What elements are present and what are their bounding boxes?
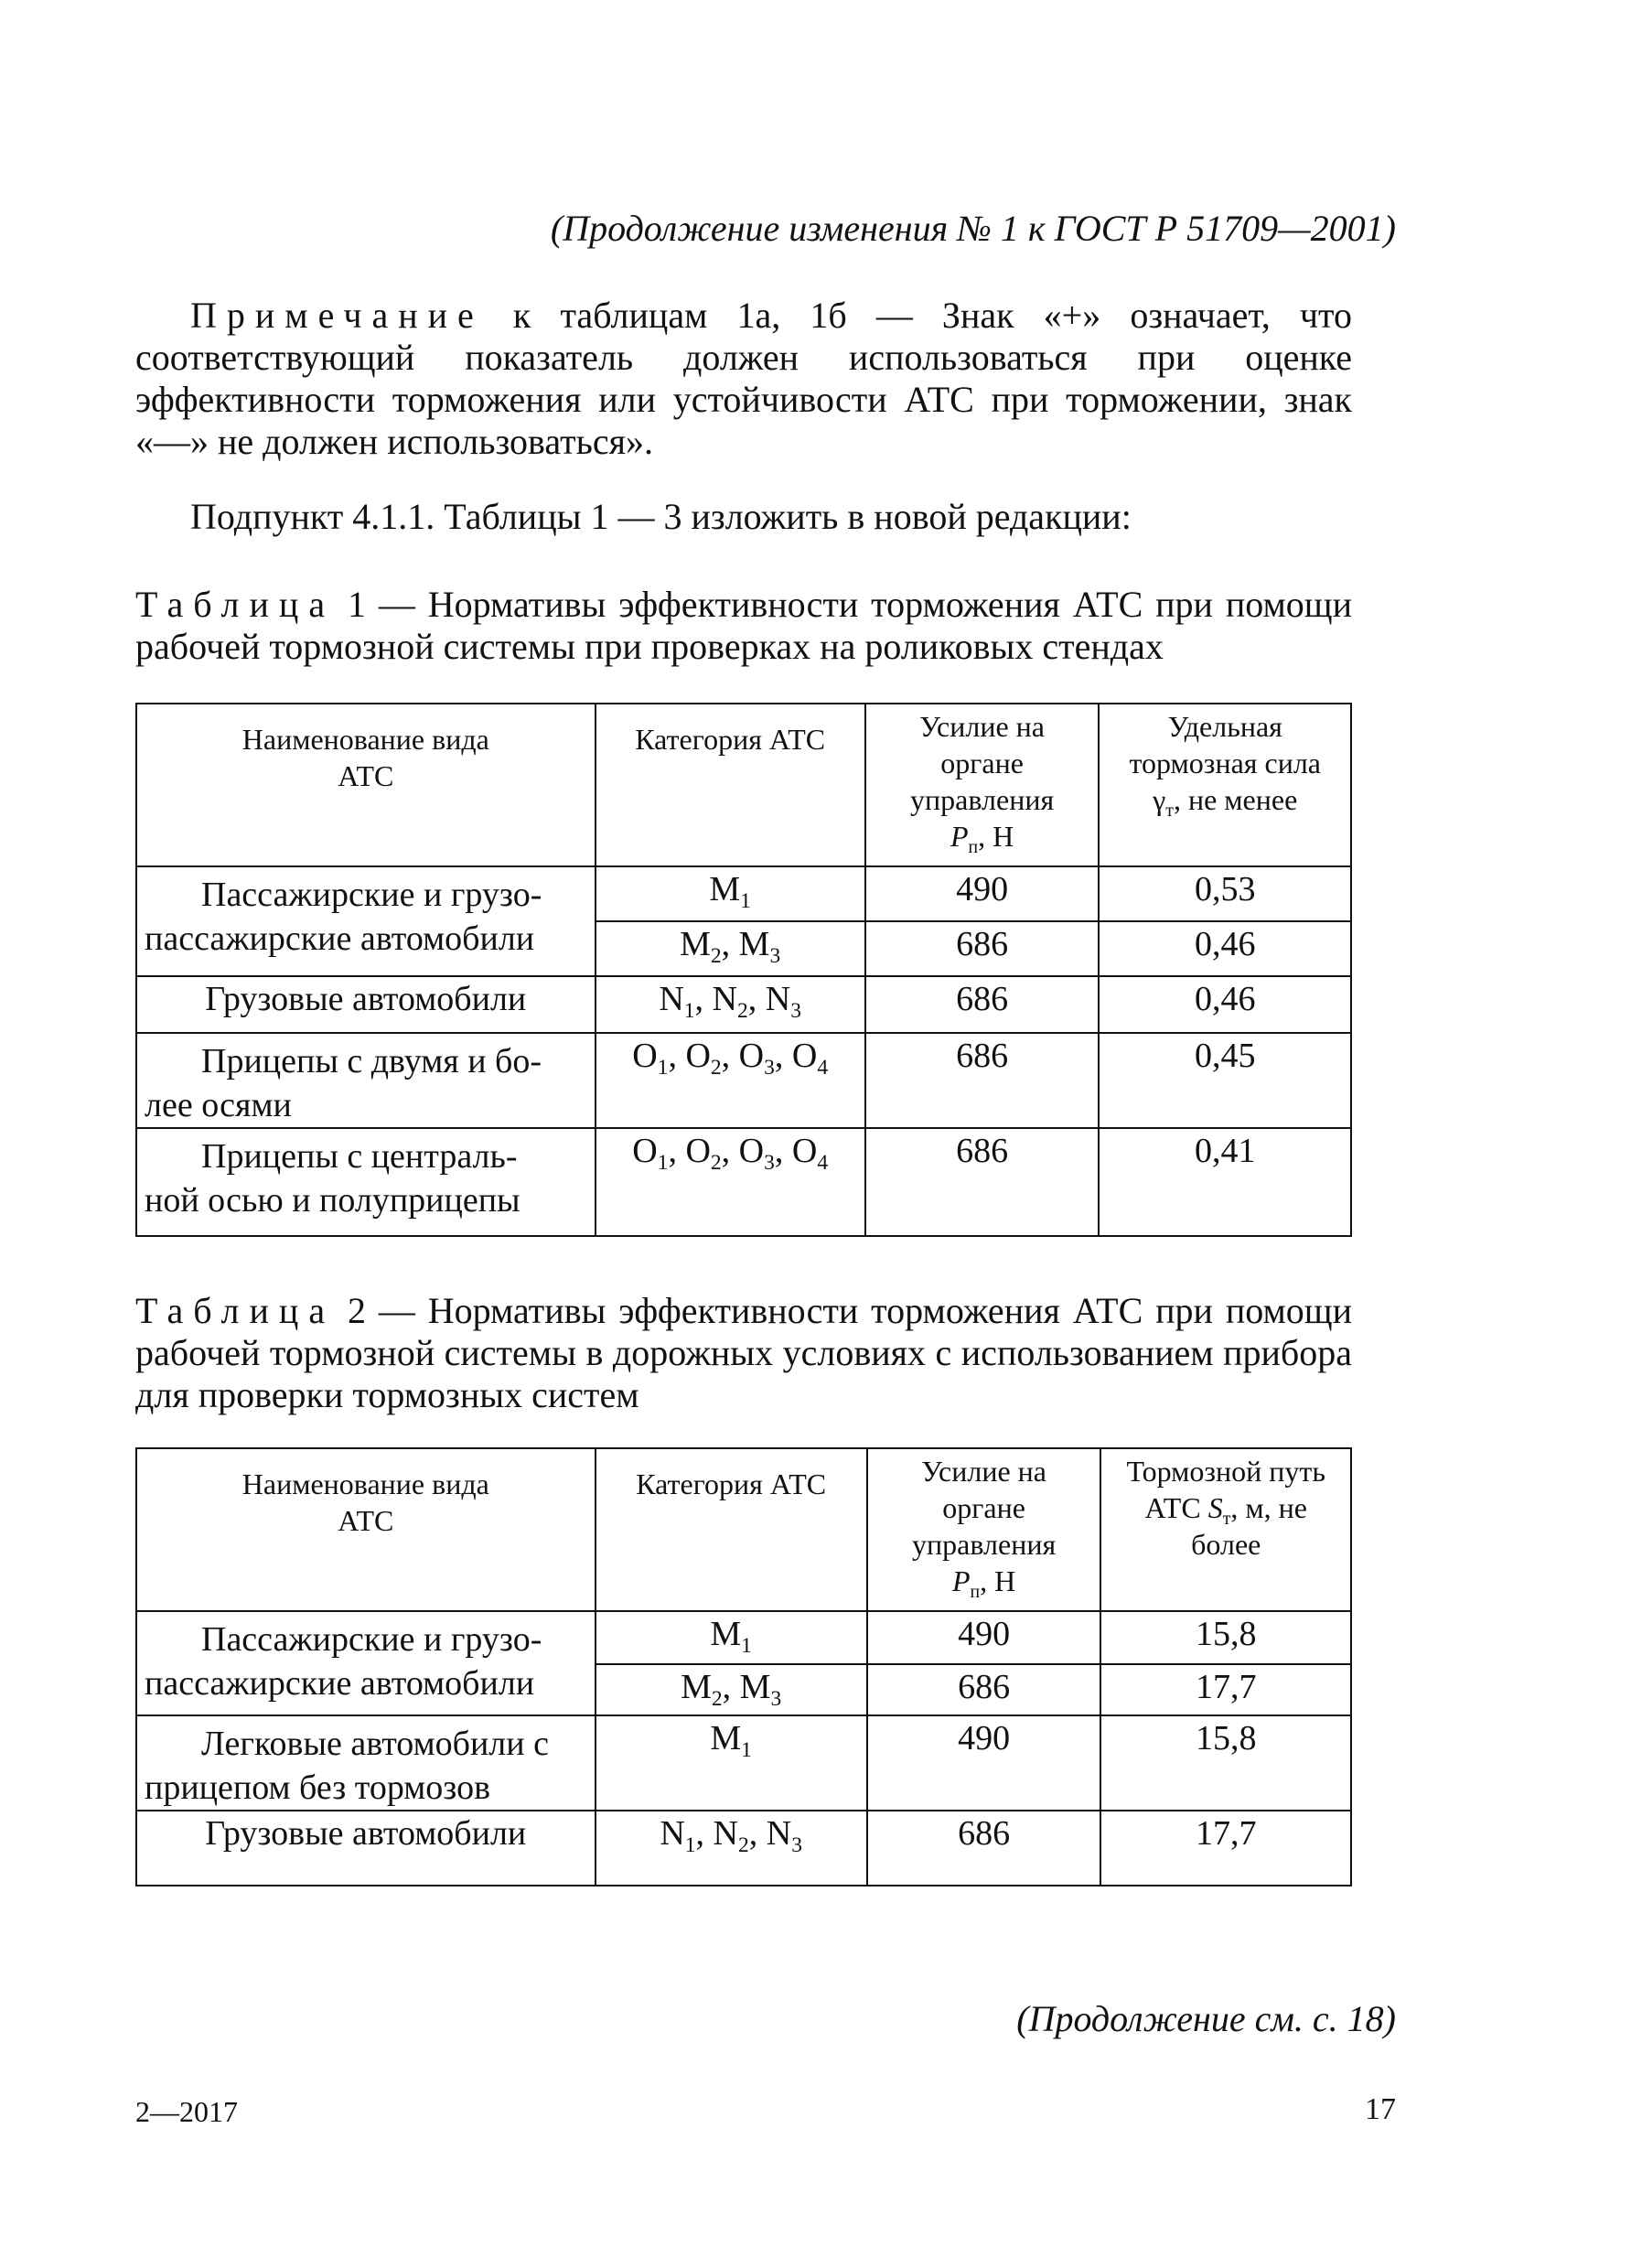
running-header: (Продолжение изменения № 1 к ГОСТ Р 51709—2001) [550, 208, 1396, 249]
table2-caption-text: 2 — Нормативы эффективности торможения АТС при помощи рабочей тормозной системы в дорожных условиях с использованием прибора для проверки тормозных систем [135, 1290, 1352, 1415]
subclause-paragraph: Подпункт 4.1.1. Таблицы 1 — 3 изложить в новой редакции: [190, 496, 1132, 537]
table1 [135, 703, 1352, 1237]
table2-row2-name: Легковые автомобили с прицепом без тормозов [136, 1715, 596, 1811]
table1-row1-cat1: $M_1$ [596, 866, 865, 921]
table1-row1-name: Пассажирские и грузо- пассажирские автомобили [136, 866, 596, 976]
table2-row1-cat2: $M_2$, $M_3$ [596, 1664, 867, 1715]
table1-row2-val: 0,46 [1099, 976, 1351, 1033]
table2-row3-name: Грузовые автомобили [136, 1811, 596, 1886]
table1-header-force-text: Усилие на органе управления [910, 710, 1055, 816]
table1-caption-text: 1 — Нормативы эффективности торможения АТС при помощи рабочей тормозной системы при проверках на роликовых стендах [135, 584, 1352, 667]
table2-row1-cat1: $M_1$ [596, 1611, 867, 1664]
table1-header-name: Наименование вида АТС [136, 704, 596, 866]
table2-row1-name: Пассажирские и грузо- пассажирские автомобили [136, 1611, 596, 1715]
table2-row2-cat: $M_1$ [596, 1715, 867, 1811]
note-paragraph [135, 295, 1352, 463]
table2-row1-force2: 686 [867, 1664, 1101, 1715]
table2-header-braking-distance [1100, 1448, 1351, 1611]
note-text: к таблицам 1а, 1б — Знак «+» означает, что соответствующий показатель должен использоваться при оценке эффективности торможения или устойчивости АТС при торможении, знак «—» не должен использоваться». [135, 295, 1352, 462]
table2-row1-force1: 490 [867, 1611, 1101, 1664]
table2-row1-val1: 15,8 [1100, 1611, 1351, 1664]
table1-row1-val2: 0,46 [1099, 921, 1351, 976]
table2-header-braking-distance-sub: т [1222, 1508, 1231, 1529]
table1-row4-val: 0,41 [1099, 1128, 1351, 1236]
table1-row2-cat: $N_1$, $N_2$, $N_3$ [596, 976, 865, 1033]
table1-caption [135, 584, 1352, 668]
note-label: Примечание [190, 295, 484, 336]
table1-row2-name: Грузовые автомобили [136, 976, 596, 1033]
table2-row3-val: 17,7 [1100, 1811, 1351, 1886]
table1-row1-cat2: $M_2$, $M_3$ [596, 921, 865, 976]
table2-header-force-text: Усилие на органе управления [912, 1455, 1057, 1561]
table2-label: Таблица [135, 1290, 336, 1331]
table1-row3-force: 686 [865, 1033, 1100, 1128]
table1-row4-name: Прицепы с централь- ной осью и полуприцепы [136, 1128, 596, 1236]
table-row [136, 1611, 1351, 1664]
table1-row2-force: 686 [865, 976, 1100, 1033]
table1-header-force-symbol: P [950, 820, 969, 853]
table-row [136, 1811, 1351, 1886]
table2-header-row [136, 1448, 1351, 1611]
table1-header-force-unit: , Н [978, 820, 1014, 853]
table-row [136, 1033, 1351, 1128]
table1-label: Таблица [135, 584, 336, 625]
table-row [136, 1715, 1351, 1811]
table1-row3-cat: $O_1$, $O_2$, $O_3$, $O_4$ [596, 1033, 865, 1128]
table1-header-specific-force [1099, 704, 1351, 866]
table1-header-row [136, 704, 1351, 866]
table-row [136, 976, 1351, 1033]
table1-row1-force2: 686 [865, 921, 1100, 976]
table1-row4-cat: $O_1$, $O_2$, $O_3$, $O_4$ [596, 1128, 865, 1236]
table1-row3-val: 0,45 [1099, 1033, 1351, 1128]
table2-header-force-unit: , Н [980, 1564, 1016, 1597]
table2-header-force [867, 1448, 1101, 1611]
table2-row2-val: 15,8 [1100, 1715, 1351, 1811]
table2-header-braking-distance-symbol: S [1207, 1491, 1223, 1524]
table-row [136, 866, 1351, 921]
table1-row4-force: 686 [865, 1128, 1100, 1236]
table1-header-force [865, 704, 1100, 866]
table2-header-name: Наименование вида АТС [136, 1448, 596, 1611]
table2-header-force-symbol: P [951, 1564, 971, 1597]
table-row [136, 1128, 1351, 1236]
table2-header-braking-distance-a: Тормозной путь АТС [1126, 1455, 1325, 1524]
table2-header-force-sub: п [970, 1581, 981, 1602]
table1-row1-force1: 490 [865, 866, 1100, 921]
table1-header-specific-force-b: , не менее [1173, 783, 1298, 816]
table2-row2-force: 490 [867, 1715, 1101, 1811]
table1-row3-name: Прицепы с двумя и бо- лее осями [136, 1033, 596, 1128]
issue-number: 2—2017 [135, 2095, 238, 2128]
table1-header-specific-force-sub: т [1165, 800, 1174, 821]
table2-header-category: Категория АТС [596, 1448, 867, 1611]
table2-caption [135, 1290, 1352, 1416]
table1-header-specific-force-a: Удельная тормозная сила γ [1129, 710, 1321, 816]
continuation-note: (Продолжение см. с. 18) [1016, 1998, 1396, 2039]
table1-header-category: Категория АТС [596, 704, 865, 866]
page-number: 17 [1365, 2092, 1396, 2126]
table1-row1-val1: 0,53 [1099, 866, 1351, 921]
table2 [135, 1447, 1352, 1886]
table2-row1-val2: 17,7 [1100, 1664, 1351, 1715]
table2-header-braking-distance-b: , м, не более [1191, 1491, 1307, 1561]
table1-header-force-sub: п [968, 836, 979, 857]
table2-row3-cat: $N_1$, $N_2$, $N_3$ [596, 1811, 867, 1886]
table2-row3-force: 686 [867, 1811, 1101, 1886]
